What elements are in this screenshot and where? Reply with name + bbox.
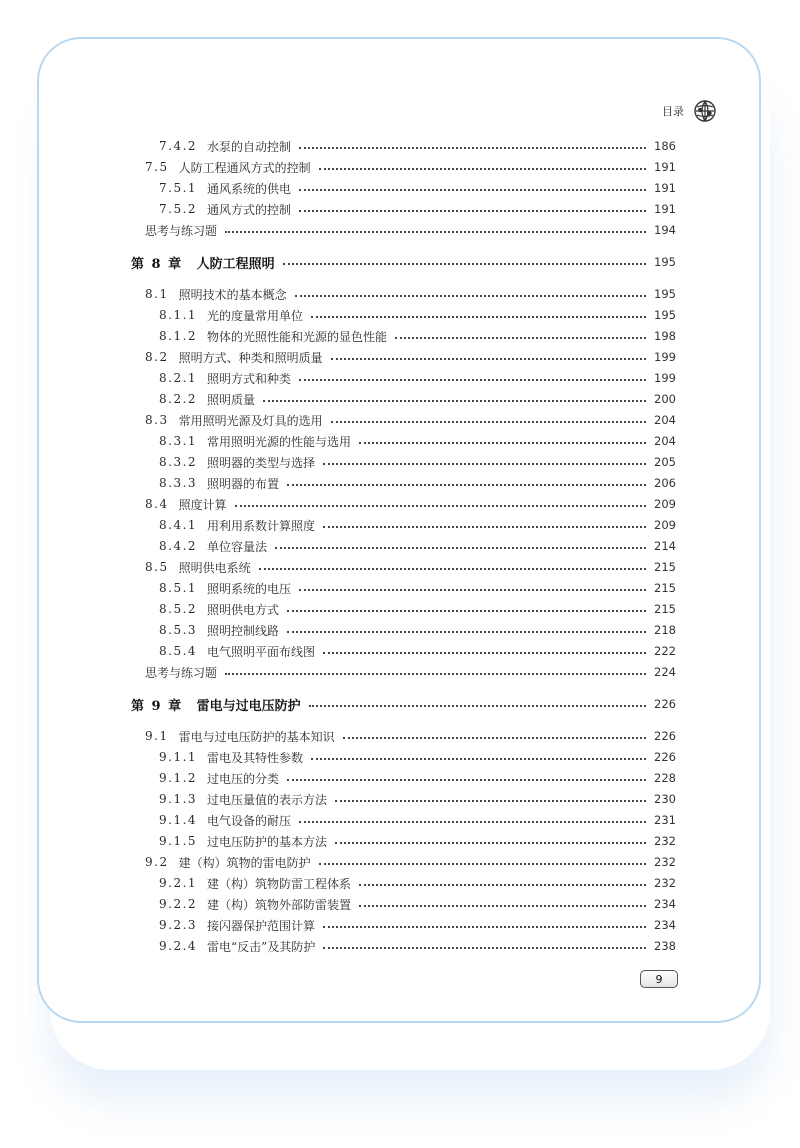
toc-leader-dots — [319, 167, 646, 170]
toc-page-number: 232 — [654, 876, 676, 890]
toc-row[interactable] — [159, 516, 676, 534]
toc-row[interactable] — [159, 916, 676, 934]
toc-title: 照明供电方式 — [207, 602, 280, 617]
toc-number: 8.5 — [145, 560, 169, 574]
toc-leader-dots — [359, 904, 646, 907]
toc-row[interactable] — [145, 853, 676, 871]
page-number: 9 — [640, 970, 678, 988]
toc-chapter-row[interactable] — [131, 695, 676, 713]
toc-title: 光的度量常用单位 — [207, 308, 304, 323]
toc-page-number: 195 — [654, 255, 676, 269]
toc-number: 8.1.1 — [159, 308, 198, 322]
toc-row[interactable] — [159, 600, 676, 618]
toc-leader-dots — [359, 883, 646, 886]
toc-number: 8.5.4 — [159, 644, 198, 658]
toc-title: 照明质量 — [207, 392, 256, 407]
toc-number: 7.5.1 — [159, 181, 198, 195]
toc-leader-dots — [263, 399, 646, 402]
toc-title: 过电压量值的表示方法 — [207, 792, 328, 807]
toc-page-number: 215 — [654, 602, 676, 616]
toc-title: 照明器的布置 — [207, 476, 280, 491]
toc-page-number: 218 — [654, 623, 676, 637]
toc-title: 物体的光照性能和光源的显色性能 — [207, 329, 388, 344]
toc-leader-dots — [299, 188, 646, 191]
toc-number: 9.1 — [145, 729, 169, 743]
toc-number: 8.5.2 — [159, 602, 198, 616]
toc-row[interactable] — [159, 200, 676, 218]
toc-page-number: 191 — [654, 160, 676, 174]
toc-page-number: 191 — [654, 181, 676, 195]
toc-title: 人防工程照明 — [196, 256, 275, 272]
toc-row[interactable] — [145, 495, 676, 513]
toc-row[interactable] — [159, 369, 676, 387]
toc-page-number: 224 — [654, 665, 676, 679]
toc-leader-dots — [323, 925, 646, 928]
toc-title: 水泵的自动控制 — [207, 139, 292, 154]
toc-number: 8.2 — [145, 350, 169, 364]
toc-page-number: 234 — [654, 918, 676, 932]
toc-leader-dots — [311, 315, 646, 318]
toc-row[interactable] — [159, 895, 676, 913]
toc-title: 电气设备的耐压 — [207, 813, 292, 828]
toc-row[interactable] — [145, 558, 676, 576]
toc-title: 照明控制线路 — [207, 623, 280, 638]
toc-number: 9.2 — [145, 855, 169, 869]
toc-leader-dots — [225, 230, 646, 233]
toc-leader-dots — [299, 588, 646, 591]
toc-title: 建（构）筑物防雷工程体系 — [207, 876, 352, 891]
toc-title: 通风方式的控制 — [207, 202, 292, 217]
toc-page-number: 231 — [654, 813, 676, 827]
toc-leader-dots — [287, 778, 646, 781]
toc-number: 8.3.1 — [159, 434, 198, 448]
toc-title: 通风系统的供电 — [207, 181, 292, 196]
toc-title: 照明方式、种类和照明质量 — [178, 350, 323, 365]
toc-number: 8.4.2 — [159, 539, 198, 553]
toc-title: 雷电及其特性参数 — [207, 750, 304, 765]
toc-row[interactable] — [159, 769, 676, 787]
toc-title: 建（构）筑物的雷电防护 — [178, 855, 311, 870]
toc-page-number: 199 — [654, 350, 676, 364]
toc-number: 9.2.3 — [159, 918, 198, 932]
toc-page-number: 195 — [654, 308, 676, 322]
toc-row[interactable] — [159, 579, 676, 597]
toc-page-number: 209 — [654, 497, 676, 511]
toc-page-number: 204 — [654, 434, 676, 448]
toc-page-number: 226 — [654, 729, 676, 743]
toc-chapter-row[interactable] — [131, 253, 676, 271]
toc-leader-dots — [323, 462, 646, 465]
toc-title: 建（构）筑物外部防雷装置 — [207, 897, 352, 912]
toc-page-number: 205 — [654, 455, 676, 469]
toc-number: 7.5 — [145, 160, 169, 174]
toc-row[interactable] — [159, 179, 676, 197]
toc-row[interactable] — [159, 537, 676, 555]
toc-page-number: 238 — [654, 939, 676, 953]
toc-row[interactable] — [159, 748, 676, 766]
toc-leader-dots — [235, 504, 646, 507]
toc-leader-dots — [323, 946, 646, 949]
toc-number: 第 8 章 — [131, 256, 183, 272]
toc-page-number: 194 — [654, 223, 676, 237]
toc-row[interactable] — [145, 221, 676, 239]
toc-leader-dots — [331, 357, 646, 360]
toc-leader-dots — [299, 820, 646, 823]
toc-row[interactable] — [145, 727, 676, 745]
toc-number: 9.2.4 — [159, 939, 198, 953]
toc-page-number: 232 — [654, 855, 676, 869]
toc-leader-dots — [283, 262, 646, 265]
toc-row[interactable] — [159, 474, 676, 492]
toc-number: 7.5.2 — [159, 202, 198, 216]
toc-page-number: 230 — [654, 792, 676, 806]
toc-title: 单位容量法 — [207, 539, 268, 554]
toc-title: 雷电与过电压防护的基本知识 — [178, 729, 335, 744]
toc-number: 8.3.3 — [159, 476, 198, 490]
toc-title: 接闪器保护范围计算 — [207, 918, 316, 933]
toc-title: 常用照明光源的性能与选用 — [207, 434, 352, 449]
toc-page-number: 222 — [654, 644, 676, 658]
toc-page-number: 209 — [654, 518, 676, 532]
toc-number: 7.4.2 — [159, 139, 198, 153]
toc-row[interactable] — [159, 832, 676, 850]
toc-row[interactable] — [159, 790, 676, 808]
toc-page-number: 199 — [654, 371, 676, 385]
toc-leader-dots — [319, 862, 646, 865]
toc-leader-dots — [287, 609, 646, 612]
toc-leader-dots — [287, 630, 646, 633]
toc-leader-dots — [295, 294, 646, 297]
toc-leader-dots — [225, 672, 646, 675]
toc-title: 照明供电系统 — [178, 560, 251, 575]
toc-page-number: 234 — [654, 897, 676, 911]
toc-row[interactable] — [159, 137, 676, 155]
toc-row[interactable] — [159, 621, 676, 639]
toc-number: 9.1.2 — [159, 771, 198, 785]
toc-page-number: 186 — [654, 139, 676, 153]
toc-number: 8.2.2 — [159, 392, 198, 406]
toc-title: 电气照明平面布线图 — [207, 644, 316, 659]
toc-title: 人防工程通风方式的控制 — [178, 160, 311, 175]
toc-title: 照度计算 — [178, 497, 227, 512]
header-label: 目录 — [662, 105, 684, 118]
toc-title: 思考与练习题 — [145, 665, 218, 680]
toc-number: 8.5.1 — [159, 581, 198, 595]
toc-row[interactable] — [159, 874, 676, 892]
toc-leader-dots — [335, 841, 646, 844]
toc-row[interactable] — [159, 811, 676, 829]
toc-title: 思考与练习题 — [145, 223, 218, 238]
toc-row[interactable] — [145, 158, 676, 176]
toc-row[interactable] — [159, 306, 676, 324]
toc-title: 照明器的类型与选择 — [207, 455, 316, 470]
toc-title: 常用照明光源及灯具的选用 — [178, 413, 323, 428]
toc-row[interactable] — [145, 663, 676, 681]
toc-number: 8.2.1 — [159, 371, 198, 385]
toc-row[interactable] — [159, 390, 676, 408]
toc-number: 8.3.2 — [159, 455, 198, 469]
toc-title: 照明技术的基本概念 — [178, 287, 287, 302]
toc-number: 8.1 — [145, 287, 169, 301]
toc-page-number: 215 — [654, 560, 676, 574]
toc-row[interactable] — [159, 642, 676, 660]
toc-page-number: 232 — [654, 834, 676, 848]
toc-number: 8.4 — [145, 497, 169, 511]
toc-page-number: 214 — [654, 539, 676, 553]
toc-page-number: 198 — [654, 329, 676, 343]
toc-title: 过电压防护的基本方法 — [207, 834, 328, 849]
toc-title: 雷电与过电压防护 — [196, 698, 301, 714]
toc-number: 第 9 章 — [131, 698, 183, 714]
toc-leader-dots — [335, 799, 646, 802]
toc-leader-dots — [359, 441, 646, 444]
toc-row[interactable] — [145, 285, 676, 303]
toc-page-number: 206 — [654, 476, 676, 490]
toc-number: 8.4.1 — [159, 518, 198, 532]
toc-row[interactable] — [159, 937, 676, 955]
toc-number: 9.1.4 — [159, 813, 198, 827]
toc-number: 8.5.3 — [159, 623, 198, 637]
toc-page-number: 226 — [654, 697, 676, 711]
toc-leader-dots — [275, 546, 646, 549]
toc-page-number: 228 — [654, 771, 676, 785]
toc-leader-dots — [311, 757, 646, 760]
toc-row[interactable] — [159, 432, 676, 450]
toc-title: 照明系统的电压 — [207, 581, 292, 596]
toc-title: 过电压的分类 — [207, 771, 280, 786]
toc-leader-dots — [287, 483, 646, 486]
toc-leader-dots — [299, 146, 646, 149]
toc-number: 8.3 — [145, 413, 169, 427]
toc-title: 照明方式和种类 — [207, 371, 292, 386]
toc-leader-dots — [323, 651, 646, 654]
toc-page-number: 191 — [654, 202, 676, 216]
toc-number: 8.1.2 — [159, 329, 198, 343]
toc-leader-dots — [309, 704, 646, 707]
toc-row[interactable] — [145, 348, 676, 366]
toc-page-number: 215 — [654, 581, 676, 595]
toc-leader-dots — [343, 736, 646, 739]
toc-number: 9.2.2 — [159, 897, 198, 911]
toc-page-number: 195 — [654, 287, 676, 301]
toc-page-number: 204 — [654, 413, 676, 427]
toc-number: 9.1.5 — [159, 834, 198, 848]
toc-leader-dots — [259, 567, 646, 570]
toc-row[interactable] — [145, 411, 676, 429]
toc-leader-dots — [395, 336, 646, 339]
toc-row[interactable] — [159, 453, 676, 471]
toc-number: 9.2.1 — [159, 876, 198, 890]
toc-page-number: 200 — [654, 392, 676, 406]
toc-leader-dots — [323, 525, 646, 528]
toc-page-number: 226 — [654, 750, 676, 764]
toc-leader-dots — [299, 378, 646, 381]
toc-number: 9.1.1 — [159, 750, 198, 764]
toc-title: 雷电“反击”及其防护 — [207, 939, 316, 954]
toc-leader-dots — [331, 420, 646, 423]
toc-row[interactable] — [159, 327, 676, 345]
toc-title: 用利用系数计算照度 — [207, 518, 316, 533]
toc-number: 9.1.3 — [159, 792, 198, 806]
toc-leader-dots — [299, 209, 646, 212]
